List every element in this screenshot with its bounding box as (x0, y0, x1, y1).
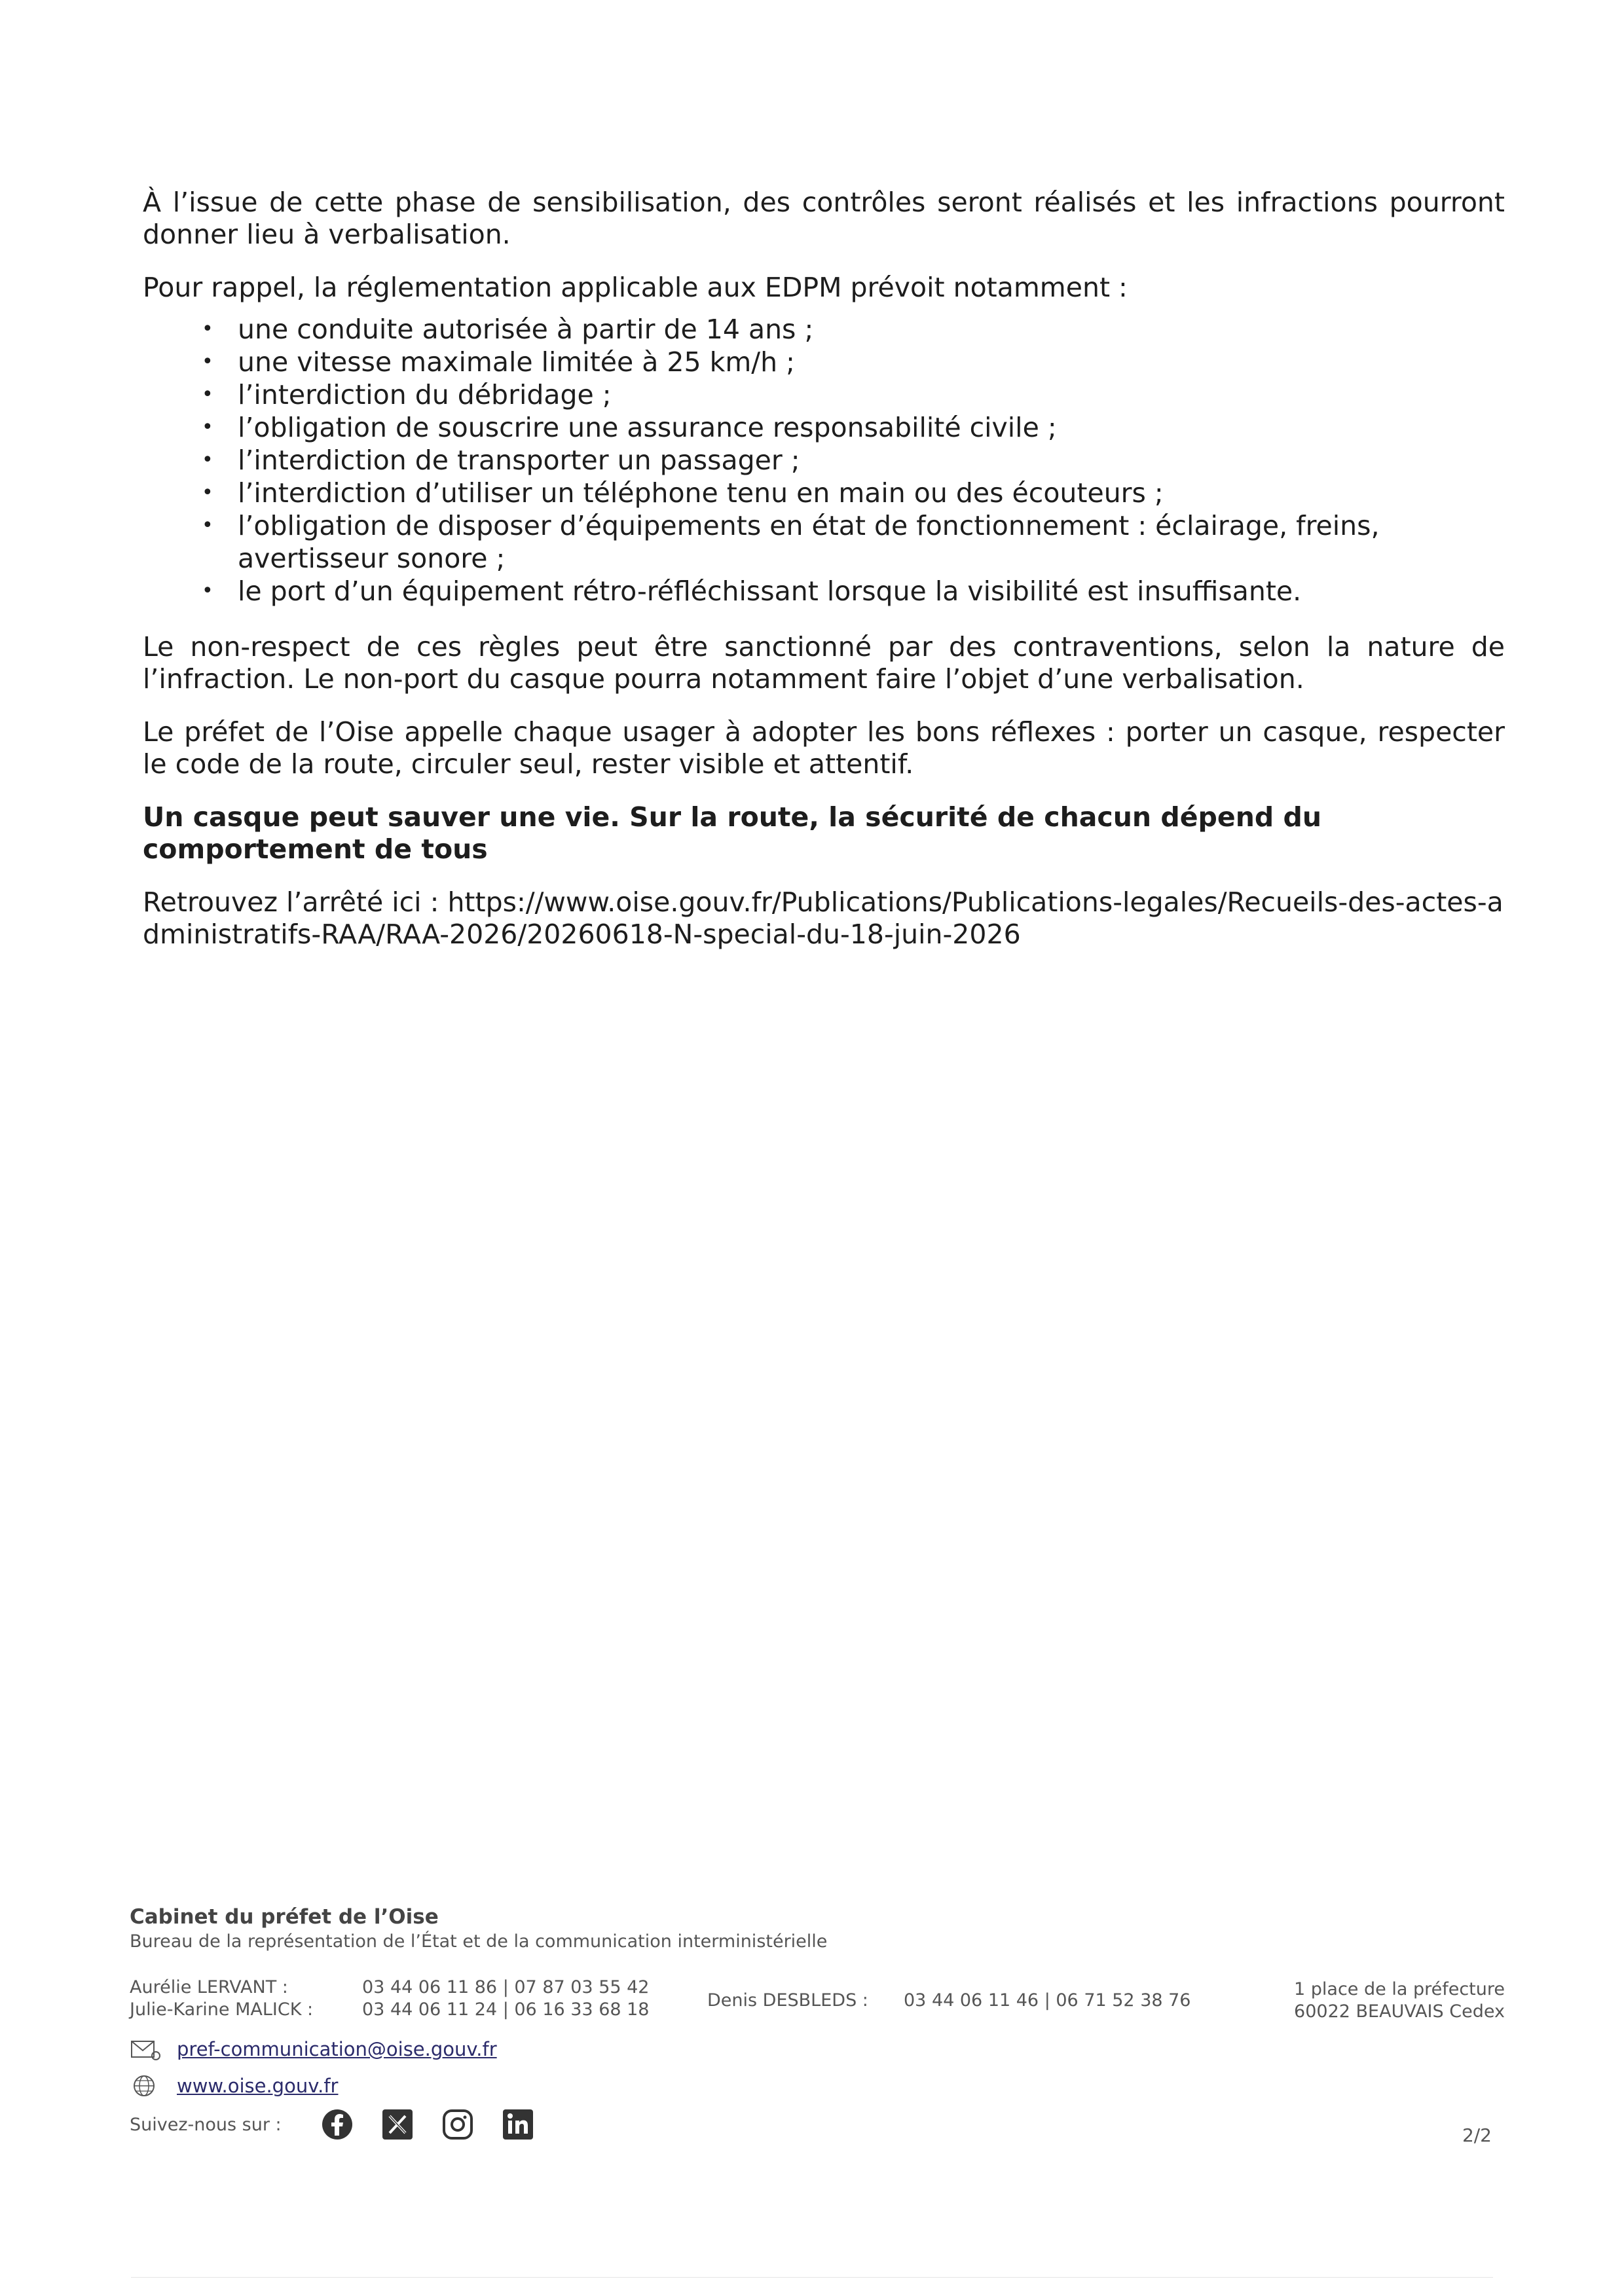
contact-phones: 03 44 06 11 86 | 07 87 03 55 42 (362, 1977, 650, 1997)
website-row (130, 2070, 497, 2102)
x-icon[interactable] (381, 2108, 414, 2141)
page-footer (130, 1905, 1505, 2146)
document-body (143, 187, 1505, 951)
email-link[interactable]: pref-communication@oise.gouv.fr (177, 2038, 497, 2060)
footer-title: Cabinet du préfet de l’Oise (130, 1905, 439, 1929)
list-item: • le port d’un équipement rétro-réfléchissant lorsque la visibilité est insuffisante. (202, 575, 1505, 608)
address-line: 1 place de la préfecture (1294, 1979, 1505, 1999)
regulation-list (143, 313, 1505, 608)
list-item: • l’interdiction de transporter un passager ; (202, 444, 1505, 477)
footer-subtitle: Bureau de la représentation de l’État et de la communication interministérielle (130, 1931, 828, 1952)
footer-links (130, 2033, 497, 2107)
follow-label: Suivez-nous sur : (130, 2114, 282, 2135)
contact-name: Denis DESBLEDS : (707, 1990, 868, 2011)
bottom-edge-line (131, 2277, 1493, 2278)
paragraph-regulation-intro: Pour rappel, la réglementation applicable aux EDPM prévoit notamment : (143, 272, 1128, 303)
website-link[interactable]: www.oise.gouv.fr (177, 2075, 339, 2097)
linkedin-icon[interactable] (502, 2108, 534, 2141)
paragraph-sanctions: Le non-respect de ces règles peut être sanctionné par des contraventions, selon la nature de l’infraction. Le non-port du casque pourra notamment faire l’objet d’une verbalisation. (143, 631, 1505, 695)
social-follow (130, 2108, 562, 2141)
list-item: • une vitesse maximale limitée à 25 km/h ; (202, 346, 1505, 378)
list-item: • l’interdiction du débridage ; (202, 378, 1505, 411)
globe-icon (130, 2073, 161, 2099)
page-number: 2/2 (1462, 2124, 1492, 2146)
mail-icon (130, 2036, 161, 2062)
paragraph-controls: À l’issue de cette phase de sensibilisation, des contrôles seront réalisés et les infractions pourront donner lieu à verbalisation. (143, 187, 1505, 250)
address-block (1294, 1978, 1505, 2023)
address-line: 60022 BEAUVAIS Cedex (1294, 2001, 1505, 2022)
list-item: • une conduite autorisée à partir de 14 ans ; (202, 313, 1505, 346)
contact-row (130, 1999, 650, 2020)
decree-url[interactable]: https://www.oise.gouv.fr/Publications/Publications-legales/Recueils-des-actes-administratifs-RAA/RAA-2026/20260618-N-special-du-18-juin-2026 (143, 886, 1504, 950)
facebook-icon[interactable] (321, 2108, 354, 2141)
paragraph-decree-link (143, 886, 1505, 951)
contact-phones: 03 44 06 11 46 | 06 71 52 38 76 (904, 1990, 1191, 2011)
list-item: • l’obligation de souscrire une assurance responsabilité civile ; (202, 411, 1505, 444)
contact-phones: 03 44 06 11 24 | 06 16 33 68 18 (362, 1999, 650, 2020)
list-item: • l’interdiction d’utiliser un téléphone tenu en main ou des écouteurs ; (202, 477, 1505, 509)
email-row (130, 2033, 497, 2065)
list-item: • l’obligation de disposer d’équipements en état de fonctionnement : éclairage, freins, avertisseur sonore ; (202, 509, 1505, 575)
contact-row-third (707, 1990, 1191, 2011)
contact-row (130, 1977, 650, 1997)
decree-link-label: Retrouvez l’arrêté ici : (143, 886, 439, 918)
instagram-icon[interactable] (441, 2108, 474, 2141)
contact-name: Julie-Karine MALICK : (130, 1999, 314, 2020)
paragraph-prefect-call: Le préfet de l’Oise appelle chaque usager à adopter les bons réflexes : porter un casque, respecter le code de la route, circuler seul, rester visible et attentif. (143, 716, 1505, 780)
paragraph-helmet-message: Un casque peut sauver une vie. Sur la route, la sécurité de chacun dépend du comportement de tous (143, 801, 1322, 865)
contact-name: Aurélie LERVANT : (130, 1977, 288, 1997)
